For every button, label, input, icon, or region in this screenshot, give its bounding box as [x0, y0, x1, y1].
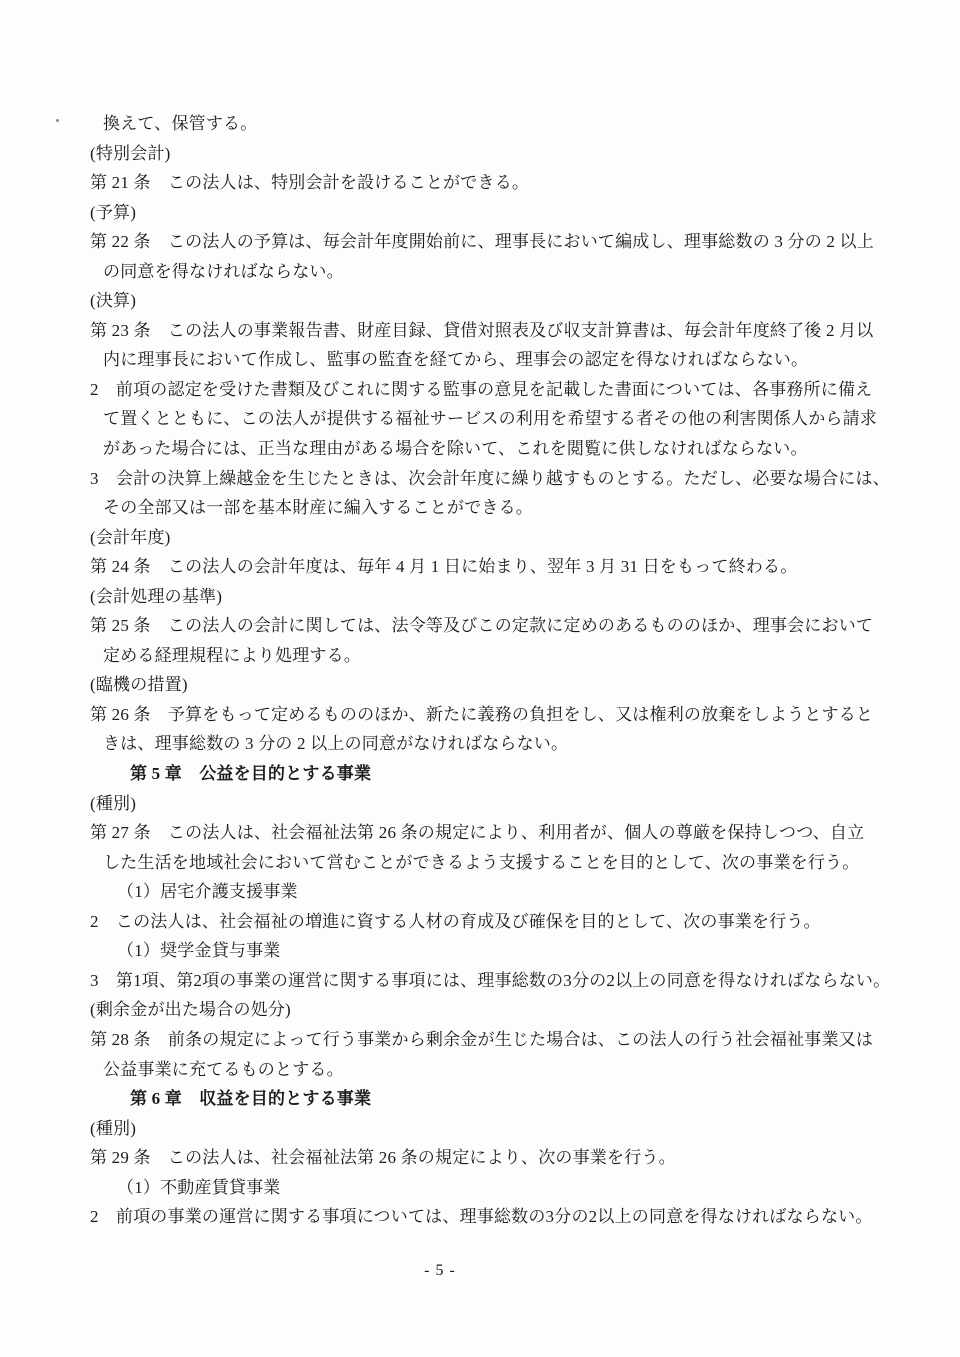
- text-line-heading: (臨機の措置): [90, 675, 188, 695]
- text-line-continuation: 換えて、保管する。: [103, 114, 258, 133]
- text-line-heading: (予算): [90, 202, 137, 222]
- page-number: - 5 -: [424, 1262, 456, 1279]
- text-line-article: 第 24 条 この法人の会計年度は、毎年 4 月 1 日に始まり、翌年 3 月 31 日をもって終わる。: [90, 557, 798, 577]
- text-line-paragraph: 2 前項の認定を受けた書類及びこれに関する監事の意見を記載した書面については、各事務所に備え: [90, 379, 873, 399]
- text-line-heading: (種別): [90, 793, 137, 813]
- text-line-article: 第 26 条 予算をもって定めるもののほか、新たに義務の負担をし、又は権利の放棄をしようとすると: [90, 704, 874, 724]
- text-line-continuation: 公益事業に充てるものとする。: [103, 1059, 344, 1079]
- text-line-heading: (会計年度): [90, 527, 171, 547]
- text-line-chapter: 第 6 章 収益を目的とする事業: [130, 1089, 372, 1109]
- text-line-article: 第 25 条 この法人の会計に関しては、法令等及びこの定款に定めのあるもののほか、理事会において: [90, 616, 874, 636]
- text-line-continuation: て置くとともに、この法人が提供する福祉サービスの利用を希望する者その他の利害関係人から請求: [103, 409, 877, 429]
- text-line-continuation: 定める経理規程により処理する。: [103, 645, 361, 665]
- text-line-heading: (剰余金が出た場合の処分): [90, 1000, 291, 1020]
- text-line-heading: (特別会計): [90, 143, 171, 163]
- text-line-continuation: した生活を地域社会において営むことができるよう支援することを目的として、次の事業を行う。: [103, 852, 860, 872]
- text-line-continuation: きは、理事総数の 3 分の 2 以上の同意がなければならない。: [103, 734, 569, 754]
- text-line-article: 第 28 条 前条の規定によって行う事業から剰余金が生じた場合は、この法人の行う社会福祉事業又は: [90, 1029, 874, 1049]
- text-line-article: 第 29 条 この法人は、社会福祉法第 26 条の規定により、次の事業を行う。: [90, 1148, 676, 1168]
- text-line-article: 第 27 条 この法人は、社会福祉法第 26 条の規定により、利用者が、個人の尊厳を保持しつつ、自立: [90, 823, 865, 843]
- text-line-continuation: の同意を得なければならない。: [103, 261, 344, 281]
- document-body: [90, 109, 905, 1232]
- text-line-continuation: があった場合には、正当な理由がある場合を除いて、これを閲覧に供しなければならない。: [103, 439, 808, 459]
- text-line-paragraph: 3 会計の決算上繰越金を生じたときは、次会計年度に繰り越すものとする。ただし、必要な場合には、: [90, 468, 890, 488]
- text-line-continuation: 内に理事長において作成し、監事の監査を経てから、理事会の認定を得なければならない。: [103, 350, 809, 370]
- text-line-chapter: 第 5 章 公益を目的とする事業: [130, 764, 372, 784]
- text-line-heading: (会計処理の基準): [90, 586, 223, 606]
- text-line-item: （1）不動産賃貸事業: [117, 1177, 281, 1197]
- text-line-article: 第 23 条 この法人の事業報告書、財産目録、貸借対照表及び収支計算書は、毎会計年度終了後 2 月以: [90, 320, 874, 340]
- text-line-paragraph: 3 第1項、第2項の事業の運営に関する事項には、理事総数の3分の2以上の同意を得なければならない。: [90, 970, 891, 990]
- scan-speck-artifact: [56, 119, 59, 122]
- text-line-article: 第 22 条 この法人の予算は、毎会計年度開始前に、理事長において編成し、理事総数の 3 分の 2 以上: [90, 232, 874, 252]
- text-line-item: （1）居宅介護支援事業: [117, 882, 298, 902]
- text-line-heading: (決算): [90, 291, 137, 311]
- text-line-paragraph: 2 前項の事業の運営に関する事項については、理事総数の3分の2以上の同意を得なければならない。: [90, 1207, 873, 1227]
- text-line-item: （1）奨学金貸与事業: [117, 941, 281, 961]
- text-line-article: 第 21 条 この法人は、特別会計を設けることができる。: [90, 173, 530, 193]
- text-line-heading: (種別): [90, 1118, 137, 1138]
- text-line-paragraph: 2 この法人は、社会福祉の増進に資する人材の育成及び確保を目的として、次の事業を行う。: [90, 911, 821, 931]
- text-line-continuation: その全部又は一部を基本財産に編入することができる。: [103, 498, 533, 518]
